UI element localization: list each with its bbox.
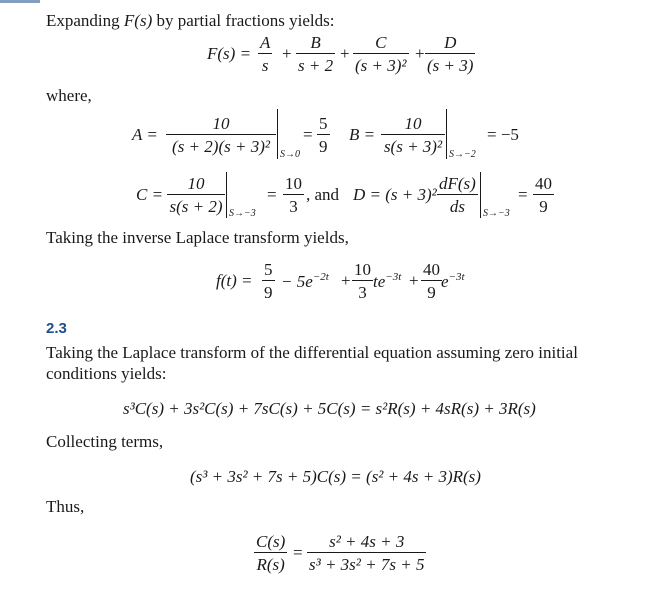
eqf-t3-den: 3 [352,280,373,301]
eqf-t1-num: 5 [264,260,273,279]
intro-pre: Expanding [46,11,124,30]
eq1-d-den: (s + 3) [425,53,475,74]
eqf-term1 [262,261,275,301]
eqD-eval: S→−3 [483,208,510,219]
eqf-lhs: f(t) = [216,271,253,290]
eq4-rnum: s² + 4s + 3 [329,532,405,551]
thus-text: Thus, [46,497,85,516]
eqD-lhs: D = (s + 3)² [353,185,437,204]
top-edge-mark [0,0,40,3]
eqC-result [283,175,304,215]
eq1-b-den: s + 2 [296,53,335,74]
eqA-fraction [166,115,276,155]
eqC-lhs: C = [136,185,164,204]
eqB-eval: S→−2 [449,149,476,160]
eqf-term4 [441,272,465,290]
eqB-num: 10 [404,114,422,133]
eq4-rhs [307,533,426,573]
eqD-rnum: 40 [535,174,552,193]
eqf-t3-num: 10 [354,260,371,279]
intro-post: by partial fractions yields: [152,11,335,30]
eqC-den: s(s + 2) [167,194,225,215]
eqf-plus: + [341,271,351,290]
eqC-eval-bar [226,172,227,218]
eqA-lhs: A = [132,125,158,144]
eqA-result [317,115,330,155]
eqB-lhs: B = [349,125,376,144]
eqA-eval: S→0 [280,149,300,160]
eqf-t3-exp: −3t [385,271,402,283]
eqB-result: = −5 [487,125,519,144]
where-text: where, [46,86,92,105]
eqC-fraction [167,175,225,215]
eqD-eq: = [518,185,528,204]
eq4-rden: s³ + 3s² + 7s + 5 [307,552,426,573]
collecting-text: Collecting terms, [46,432,164,451]
eqC-rnum: 10 [285,174,302,193]
eqf-t1-den: 9 [262,280,275,301]
eq1-term-b [296,34,335,74]
para1-line1: Taking the Laplace transform of the differential equation assuming zero initial [46,343,578,362]
eq1-c-den: (s + 3)² [353,53,409,74]
eqf-term3-coef [352,261,373,301]
eq1-d-num: D [444,33,457,52]
eqf-plus-2: + [409,271,419,290]
eqD-num: dF(s) [439,174,476,193]
eq1-term-c [353,34,409,74]
eq4-lnum: C(s) [256,532,286,551]
eqf-t3-base: te [373,272,386,291]
intro-func: F(s) [123,11,153,30]
eq3-collected: (s³ + 3s² + 7s + 5)C(s) = (s² + 4s + 3)R(s) [190,467,481,486]
eqf-term2 [281,272,329,290]
eq1-plus-1: + [282,44,292,63]
eq1-a-num: A [260,33,271,52]
eq1-term-a [258,34,272,74]
eq1-c-num: C [375,33,387,52]
section-heading: 2.3 [46,320,67,337]
eqB-den: s(s + 3)² [381,134,445,155]
eqB-eval-bar [446,109,447,159]
eqA-den: (s + 2)(s + 3)² [166,134,276,155]
eqf-term3 [373,272,401,290]
eqf-t2-exp: −2t [312,271,329,283]
eqA-rden: 9 [317,134,330,155]
eqA-rnum: 5 [319,114,328,133]
eqC-eq: = [267,185,277,204]
eqf-t4-num: 40 [423,260,440,279]
inverse-text: Taking the inverse Laplace transform yields, [46,228,349,247]
eqA-num: 10 [212,114,230,133]
eqC-eval: S→−3 [229,208,256,219]
eqA-eval-bar [277,109,278,159]
eqf-t4-den: 9 [421,280,442,301]
eqD-derivative [437,175,478,215]
eq4-lden: R(s) [254,552,287,573]
eq1-lhs: F(s) = [207,44,252,63]
eqf-t2-base: − 5e [281,272,313,291]
eq4-lhs [254,533,287,573]
eqD-result [533,175,554,215]
eqD-den: ds [437,194,478,215]
eq1-plus-3: + [415,44,425,63]
eq1-plus-2: + [340,44,350,63]
eqD-eval-bar [480,172,481,218]
eqf-term4-coef [421,261,442,301]
eqD-rden: 9 [533,194,554,215]
eqf-t4-base: e [441,272,449,291]
intro-text [46,12,334,29]
eqA-eq: = [303,125,313,144]
eqf-t4-exp: −3t [448,271,465,283]
eq2-laplace: s³C(s) + 3s²C(s) + 7sC(s) + 5C(s) = s²R(s) + 4sR(s) + 3R(s) [123,399,536,418]
para1-line2: conditions yields: [46,364,167,383]
eq1-b-num: B [310,33,321,52]
eqC-num: 10 [187,174,205,193]
eq4-eq: = [293,543,303,562]
eq1-term-d [425,34,475,74]
eqC-rden: 3 [283,194,304,215]
eq1-a-den: s [258,53,272,74]
eqC-and: , and [306,185,340,204]
eqB-fraction [381,115,445,155]
